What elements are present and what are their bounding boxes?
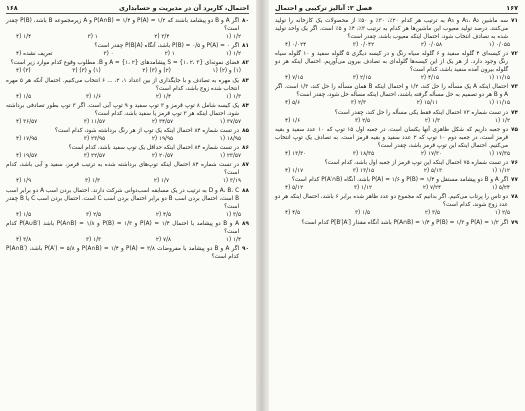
question-block (275, 176, 518, 193)
answer-option: ۴/۵ (۲ (155, 211, 172, 218)
answer-option: ۱/۳ (۳ (85, 236, 102, 243)
question-number: ۸۰ (242, 18, 249, 24)
question (275, 83, 518, 99)
answer-options (6, 177, 249, 186)
question-number: ۷۱ (511, 18, 518, 24)
answer-option: ۱۷/۳۵ (۱ (488, 150, 510, 157)
answer-option: ۲۲/۵۷ (۳ (83, 153, 106, 160)
answer-options (275, 209, 518, 218)
left-page (0, 0, 256, 411)
question (275, 17, 518, 41)
answer-option: ۱۷/۳۰ (۲ (420, 150, 443, 157)
answer-options (6, 33, 249, 42)
answer-options (6, 118, 249, 127)
question-number: ۸۲ (242, 60, 249, 67)
question-text: احتمال اینکه A یک مسأله را حل کند، ۱/۲ و احتمال اینکه B همان مسأله را حل کند، ۱/۳ است. اگر A و B هر دو تصمیم به حل مسأله گرفته باشند، احتمال اینکه مسأله حل شود، چقدر است؟ (275, 84, 509, 99)
answer-option: ۱/۵ (۳ (354, 210, 371, 217)
answer-options (275, 117, 518, 126)
question-number: ۹۰ (242, 246, 249, 253)
answer-option: ۱/۶ (۳ (85, 93, 102, 100)
question (6, 42, 249, 50)
question (6, 220, 249, 236)
answer-option: ۱ (۳ (87, 34, 98, 40)
answer-option: ۱/۴ (۱ (225, 236, 241, 243)
answer-options (6, 50, 249, 59)
question-number: ۸۸ (242, 187, 249, 194)
answer-option: (۱) و (۲) (۱ (212, 68, 241, 75)
answer-option: (۱) و (۳) (۳ (72, 68, 101, 75)
question-number: ۸۴ (242, 102, 249, 109)
answer-option: ۰/۰۵۸ (۲ (420, 42, 443, 48)
answer-option: ۱/۶ (۴ (285, 117, 301, 124)
answer-option: ۳۶/۵۷ (۴ (16, 118, 38, 125)
question-block (6, 245, 249, 262)
answer-option: ۱۸/۳۵ (۳ (352, 150, 375, 157)
question (275, 109, 518, 117)
answer-option: ۱۳/۱۵ (۳ (352, 168, 375, 175)
answer-options (275, 74, 518, 83)
answer-option: ۱/۲ (۱ (225, 51, 241, 58)
question-list (6, 17, 249, 262)
answer-option: ۷/۱۵ (۴ (285, 75, 304, 82)
answer-option: ۱۵/۱۱ (۲ (416, 100, 439, 107)
question-block (6, 59, 249, 76)
answer-options (6, 236, 249, 245)
question (6, 59, 249, 67)
question-text: در تست شماره ۷۵ احتمال اینکه این توپ قرمز از جعبه اول باشد، کدام است؟ (324, 160, 509, 167)
answer-option: ۷/۸ (۲ (155, 236, 172, 243)
answer-option: ۵/۱۳ (۲ (423, 168, 443, 175)
answer-options (275, 184, 518, 193)
answer-option: ۲/۵ (۳ (85, 211, 102, 218)
question-number: ۸۱ (242, 43, 249, 50)
answer-option: ۱۷/۹۵ (۴ (16, 136, 38, 143)
answer-option: ۱۸/۹۵ (۱ (219, 136, 241, 143)
answer-option: ۱/۵ (۴ (16, 211, 32, 218)
question-block (275, 50, 518, 83)
question-number: ۷۶ (511, 160, 518, 167)
answer-option: ۱۹/۹۵ (۲ (151, 136, 174, 143)
answer-option: ۱/۱۲ (۱ (491, 168, 510, 175)
question-block (6, 144, 249, 161)
answer-option: ۱۱/۱۵ (۱ (488, 100, 510, 107)
question-block (275, 126, 518, 159)
question-block (275, 109, 518, 126)
question-text: A، B، C و D به ترتیب در یک مسابقه اسب‌دوانی شرکت دارند. احتمال بردن اسب A دو برابر اسب B است، احتمال بردن اسب B دو برابر احتمال بردن اسب C است. احتمال بردن اسب C یا B چقدر است؟ (6, 187, 240, 210)
answer-options (6, 67, 249, 76)
question-number: ۸۵ (242, 128, 249, 135)
question-block (6, 127, 249, 144)
question-number: ۸۷ (242, 162, 249, 169)
question-text: در تست شماره ۷۳ احتمال اینکه فقط یکی مسأله را حل کند، چقدر است؟ (334, 109, 509, 116)
answer-option: ۲/۱۵ (۳ (352, 75, 372, 82)
question-text: اگر A و B دو پیشامد باشند که P(A) = ۱/۲ و P(A∩B) = ۱/۴ و A زیرمجموعه B باشد، P(B) چقدر است؟ (6, 18, 240, 32)
page-number: ۱۶۸ (6, 4, 18, 12)
answer-option: ۰/۰۲۴ (۴ (285, 42, 307, 48)
page-header (6, 4, 249, 14)
answer-option: ۳/۸ (۴ (16, 236, 32, 243)
question (6, 77, 249, 93)
answer-option: ۴/۵ (۴ (285, 210, 301, 217)
answer-option: ۵/۶ (۴ (285, 100, 301, 107)
question (6, 102, 249, 118)
question (6, 127, 249, 135)
question-text: اگر A و B دو پیشامد مستقل و P(B) = ۱/۴ و P(A) = ۱/۶ باشد، آنگاه P(A′∩B) کدام است؟ (291, 177, 509, 184)
question-number: ۸۳ (242, 77, 249, 84)
page-number: ۱۶۷ (506, 4, 518, 12)
answer-option: ۴/۱۵ (۲ (420, 75, 440, 82)
answer-options (6, 211, 249, 220)
page-header (275, 4, 518, 14)
question-text: در تست شماره ۸۴ احتمال اینکه یک توپ از هر رنگ برداشته شود، کدام است؟ (54, 128, 240, 135)
answer-option: ۳/۵ (۱ (225, 211, 241, 218)
answer-option: ۵/۲۴ (۱ (491, 185, 510, 192)
answer-option: ۱۱/۱۵ (۱ (488, 75, 510, 82)
question-number: ۸۹ (242, 220, 249, 227)
answer-options (275, 41, 518, 50)
question (275, 219, 518, 227)
answer-options (275, 167, 518, 176)
question-block (275, 17, 518, 50)
answer-option: ۲/۵ (۳ (354, 117, 371, 124)
question (275, 159, 518, 167)
book-spine (256, 0, 269, 411)
question-list (275, 17, 518, 228)
answer-options (275, 99, 518, 108)
question (6, 144, 249, 152)
answer-option: ۱۹/۵۷ (۴ (16, 153, 38, 160)
answer-option: ۲/۵ (۱ (494, 210, 510, 217)
question-text: دو جعبه داریم که شکل ظاهری آنها یکسان است. در جعبه اول ۱۵ توپ که ۱۰ عدد سفید و بقیه قرمز است، در جعبه دوم ۱۰ توپ که ۲ عدد سفید و بقیه قرمز است. به تصادف یک توپ انتخاب می‌کنیم. احتمال اینکه این توپ قرمز باشد، چقدر است؟ (275, 126, 509, 149)
question-text: در تست شماره ۸۴ احتمال اینکه توپ‌های برداشته شده به ترتیب قرمز، سفید و آبی باشد، کدام است؟ (6, 162, 240, 177)
question (275, 50, 518, 74)
question-number: ۷۲ (511, 51, 518, 58)
answer-option: ۲۰/۵۷ (۲ (151, 153, 174, 160)
answer-options (275, 150, 518, 159)
question (6, 187, 249, 211)
answer-option: ۱/۳ (۱ (225, 93, 241, 100)
question-text: در تست شماره ۸۴ احتمال اینکه حداقل یک توپ سفید باشد، کدام است؟ (68, 145, 240, 152)
answer-option: ۲۳/۹۵ (۳ (83, 136, 106, 143)
chapter-title: فصل ۲: آنالیز ترکیبی و احتمال (275, 4, 373, 12)
answer-option: ۱/۴ (۴ (16, 34, 32, 40)
question-text: سه ماشین A₁، A₂ و A₃ به ترتیب هر کدام ۲۰٪، ۳۰٪ و ۵۰٪ از محصولات یک کارخانه را تولید می‌کنند. درصد تولید معیوب این ماشین‌ها هر کدام به ترتیب ۳٪، ۴٪ و ۵٪ است. اگر یک واحد تولید شده به تصادف انتخاب شود، احتمال اینکه معیوب باشد، چقدر است؟ (275, 18, 509, 40)
answer-option: ۳/۱۹ (۱ (222, 178, 241, 185)
question-number: ۷۵ (511, 126, 518, 133)
question (6, 161, 249, 177)
answer-option: ۱/۱۷ (۴ (285, 168, 304, 175)
answer-option: ۰/۰۵۵ (۱ (488, 42, 510, 48)
question-text: اگر P(A) = ۰ و P(B) = ۰/۵ باشد، آنگاه P(B|A) چقدر است؟ (94, 43, 240, 50)
answer-option: ۳/۵ (۲ (424, 210, 441, 217)
answer-option: ۱/۴ (۲ (155, 93, 172, 100)
question-text: اگر P(A) = ۱/۲ و P(B) = ۱/۳ و P(A∩B) = ۱/۴ باشد آنگاه مقدار P[B′|A′] کدام است؟ (301, 219, 509, 226)
question-text: اگر A و B دو پیشامد با مفروضات P(A) = ۳/۸ و P(A∩B) = ۱/۴ و P(A′) = ۵/۸ باشد، P(A∩B′) کدام است؟ (6, 246, 240, 261)
answer-option: ۱/۳ (۲ (424, 117, 441, 124)
question-block (6, 77, 249, 102)
question-text: A و B دو پیشامد با احتمال P(A) = ۱/۴ و P(B) = ۱/۳ و P(A∩B) = ۱/۸ باشد P(A∪B′) کدام است؟ (6, 220, 240, 235)
answer-option: ۱۳/۳۰ (۴ (285, 150, 307, 157)
question-text: یک کیسه شامل ۸ توپ قرمز و ۳ توپ سفید و ۹ توپ آبی است. اگر ۳ توپ بطور تصادفی برداشته شود، احتمال اینکه هر ۳ توپ قرمز یا سفید باشد، کدام است؟ (6, 102, 240, 117)
answer-option: ۳/۴ (۲ (154, 34, 170, 40)
question (6, 245, 249, 261)
right-page (269, 0, 525, 411)
question-number: ۷۳ (511, 84, 518, 91)
question-text: فضای نمونه‌ای S = {۱، ۲، ۳} پیشامدهای A = {۱، ۲} و B. مطلوب وقوع کدام موارد زیر است؟ (10, 60, 240, 67)
answer-option: (۲) و (۳) (۲ (142, 68, 171, 75)
answer-options (6, 93, 249, 102)
question-text: دو تاس را پرتاب می‌کنیم. اگر بدانیم که مجموع دو عدد ظاهر شده برابر ۶ باشد، احتمال اینکه هر دو عدد زوج شوند، کدام است؟ (275, 194, 509, 209)
answer-option: ۳۴/۵۷ (۲ (151, 118, 174, 125)
question (6, 17, 249, 33)
question-block (6, 187, 249, 220)
question-number: ۸۶ (242, 145, 249, 152)
question-block (6, 161, 249, 186)
answer-option: ۷/۲۴ (۲ (422, 185, 442, 192)
question-number: ۷۴ (511, 109, 518, 116)
answer-option: ۰/۰۴۲ (۳ (352, 42, 375, 48)
question-block (275, 219, 518, 228)
answer-option: ۲۳/۵۷ (۱ (219, 153, 241, 160)
answer-option: ۱/۲ (۱ (494, 117, 510, 124)
answer-option: ۱ (۲ (164, 51, 175, 58)
answer-option: ۳۷/۵۷ (۱ (219, 118, 241, 125)
question-text: یک مهره به تصادف و با جایگذاری از بین اعداد ۱، ۲، ... ۶ انتخاب می‌کنیم. احتمال آنکه هر ۵ مهره انتخاب شده زوج باشد، کدام است؟ (6, 77, 240, 92)
question-block (275, 159, 518, 176)
answer-options (6, 152, 249, 161)
question (275, 193, 518, 209)
answer-option: ۱/۳ (۳ (84, 178, 101, 185)
answer-option: ۱/۷ (۲ (153, 178, 169, 185)
answer-option: (۳) (۴ (16, 68, 31, 75)
question-block (6, 42, 249, 59)
answer-option: ۱/۵ (۴ (16, 93, 32, 100)
chapter-title: احتمال، کاربرد آن در مدیریت و حسابداری (119, 4, 249, 12)
answer-option: ۱۱/۵۷ (۳ (83, 118, 106, 125)
question-block (275, 193, 518, 218)
answer-option: ۰ (۳ (103, 51, 114, 58)
answer-option: ۱/۱۲ (۳ (353, 185, 373, 192)
question-text: در کیسه‌ای ۴ گلوله سفید و ۶ گلوله سیاه رنگ و در کیسه دیگری ۵ گلوله سفید و ۱۰ گلوله سیاه رنگ وجود دارد. از هر یک از این کیسه‌ها گلوله‌ای به تصادف بیرون می‌آوریم. احتمال اینکه هر دو گلوله بیرون آمده سفید باشد، کدام است؟ (275, 51, 509, 74)
question-number: ۷۹ (511, 219, 518, 226)
answer-option: ۵/۱۲ (۴ (285, 185, 304, 192)
answer-option: تعریف نشده (۴ (16, 51, 53, 58)
question (275, 176, 518, 184)
question-block (6, 17, 249, 42)
answer-option: ۱/۹ (۴ (16, 178, 32, 185)
question-block (6, 220, 249, 245)
question-block (275, 83, 518, 108)
answer-option: ۲/۳ (۳ (350, 100, 367, 107)
answer-option: ۱/۲ (۱ (225, 34, 241, 40)
answer-options (6, 135, 249, 144)
question-block (6, 102, 249, 127)
question-number: ۷۷ (511, 177, 518, 184)
question (275, 126, 518, 150)
question-number: ۷۸ (511, 194, 518, 201)
